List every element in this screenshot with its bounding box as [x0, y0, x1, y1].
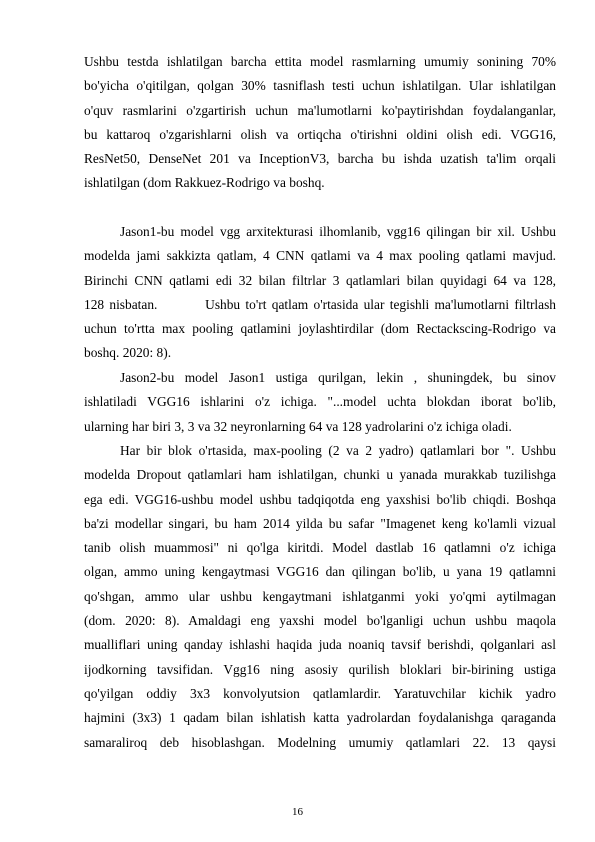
text-line: Jason2-bu model Jason1 ustiga qurilgan, lekin , shuningdek, bu sinov: [120, 370, 556, 385]
text-line: 128 nisbatan. Ushbu to'rt qatlam o'rtasida ular tegishli ma'lumotlarni filtrlash: [84, 296, 556, 312]
text-line: ishlatiladi VGG16 ishlarini o'z ichiga. "...model uchta blokdan iborat bo'lib,: [84, 394, 556, 410]
text-line: ularning har biri 3, 3 va 32 neyronlarning 64 va 128 yadrolarini o'z ichiga oladi.: [84, 418, 512, 434]
text-line: modelda jami sakkizta qatlam, 4 CNN qatlami va 4 max pooling qatlami mavjud.: [84, 248, 556, 264]
text-line: ijodkorning tavsifidan. Vgg16 ning asosiy qurilish bloklari bir-birining ustiga: [84, 661, 556, 677]
text-line: ishlatilgan (dom Rakkuez-Rodrigo va boshq.: [84, 175, 325, 191]
paragraph-1: [84, 50, 556, 196]
text-line: ba'zi modellar singari, bu ham 2014 yilda bu safar "Imagenet keng ko'lamli vizual: [84, 515, 556, 531]
text-line: modelda Dropout qatlamlari ham ishlatilgan, chunki u yanada murakkab tuzilishga: [84, 467, 556, 483]
text-line: bu kattaroq o'zgarishlarni olish va ortiqcha o'tirishni oldini olish edi. VGG16,: [84, 126, 556, 142]
text-line: Ushbu testda ishlatilgan barcha ettita model rasmlarning umumiy sonining 70%: [84, 54, 556, 69]
text-line: bo'yicha o'qitilgan, qolgan 30% tasniflash testi uchun ishlatilgan. Ular ishlatilgan: [84, 78, 556, 94]
text-line: Birinchi CNN qatlami edi 32 bilan filtrlar 3 qatlamlari bilan quyidagi 64 va 128,: [84, 272, 556, 288]
text-line: (dom. 2020: 8). Amaldagi eng yaxshi model bo'lganligi uchun ushbu maqola: [84, 613, 556, 629]
text-line: Jason1-bu model vgg arxitekturasi ilhomlanib, vgg16 qilingan bir xil. Ushbu: [120, 224, 556, 239]
text-line: ResNet50, DenseNet 201 va InceptionV3, barcha bu ishda uzatish ta'lim orqali: [84, 151, 556, 167]
text-line: samaraliroq deb hisoblashgan. Modelning umumiy qatlamlari 22. 13 qaysi: [84, 734, 556, 750]
page-number: 16: [292, 806, 303, 818]
paragraph-3: [84, 366, 556, 439]
text-line: qo'yilgan oddiy 3x3 konvolyutsion qatlamlardir. Yaratuvchilar kichik yadro: [84, 685, 556, 701]
text-line: olgan, ammo uning kengaytmasi VGG16 dan qilingan bo'lib, u yana 19 qatlamni: [84, 564, 556, 580]
text-line: boshq. 2020: 8).: [84, 345, 172, 361]
text-line: qo'shgan, ammo ular ushbu kengaytmani ishlatganmi yoki yo'qmi aytilmagan: [84, 588, 556, 604]
text-line: mualliflari uning qanday ishlashi haqida juda noaniq tavsif berishdi, qolganlari asl: [84, 637, 556, 653]
text-line: hajmini (3x3) 1 qadam bilan ishlatish katta yadrolardan foydalanishga qaraganda: [84, 710, 556, 726]
paragraph-2: [84, 220, 556, 366]
paragraph-4: [84, 439, 556, 755]
text-line: o'quv rasmlarini o'zgartirish uchun ma'lumotlarni ko'paytirishdan foydalanganlar,: [84, 102, 556, 118]
text-line: uchun to'rtta max pooling qatlamini joylashtirdilar (dom Rectackscing-Rodrigo va: [84, 321, 556, 337]
text-line: Har bir blok o'rtasida, max-pooling (2 va 2 yadro) qatlamlari bor ". Ushbu: [120, 443, 556, 458]
text-line: ega edi. VGG16-ushbu model ushbu tadqiqotda eng yaxshisi bo'lib chiqdi. Boshqa: [84, 491, 556, 507]
text-line: tanib olish muammosi" ni qo'lga kiritdi. Model dastlab 16 qatlamni o'z ichiga: [84, 540, 556, 556]
